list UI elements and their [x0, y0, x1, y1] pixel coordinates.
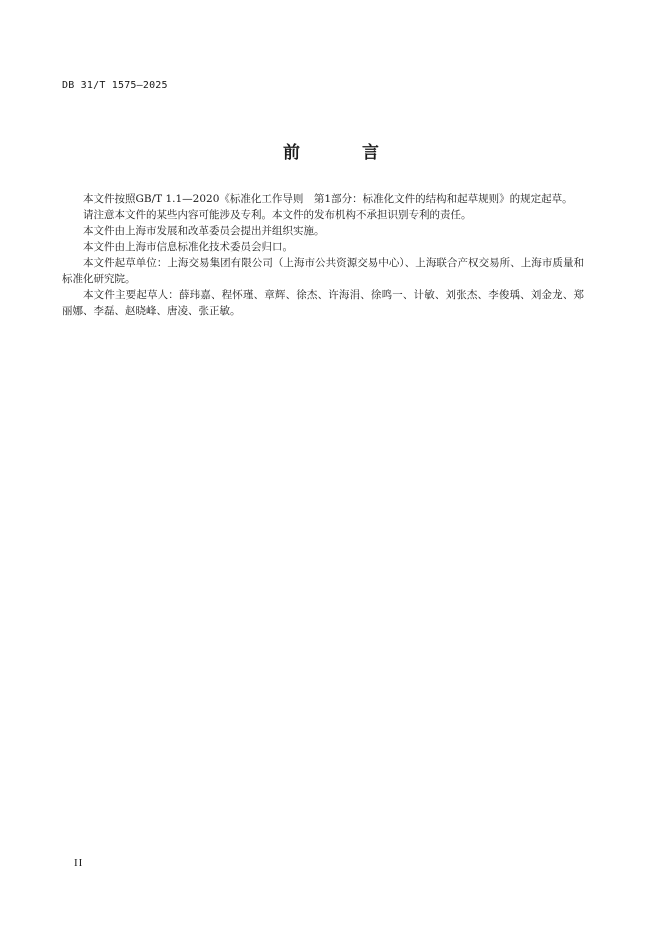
page-title: 前 言 [283, 143, 407, 163]
paragraph-patent-notice: 请注意本文件的某些内容可能涉及专利。本文件的发布机构不承担识别专利的责任。 [83, 209, 472, 221]
foreword-body [62, 191, 584, 319]
paragraph-drafters: 本文件主要起草人：薛玮嘉、程怀瑾、章辉、徐杰、许海涓、徐鸣一、计敏、刘张杰、李俊瑀、刘金龙、郑丽娜、李磊、赵晓峰、唐凌、张正敏。 [62, 289, 584, 317]
document-code-header: DB 31/T 1575—2025 [62, 80, 168, 91]
page-number: II [74, 857, 84, 869]
paragraph-drafting-rules: 本文件按照GB/T 1.1—2020《标准化工作导则 第1部分：标准化文件的结构和起草规则》的规定起草。 [83, 193, 573, 205]
paragraph-technical-committee: 本文件由上海市信息标准化技术委员会归口。 [83, 241, 293, 253]
paragraph-proposer: 本文件由上海市发展和改革委员会提出并组织实施。 [83, 225, 325, 237]
paragraph-drafting-units: 本文件起草单位：上海交易集团有限公司（上海市公共资源交易中心）、上海联合产权交易所、上海市质量和标准化研究院。 [62, 257, 584, 285]
